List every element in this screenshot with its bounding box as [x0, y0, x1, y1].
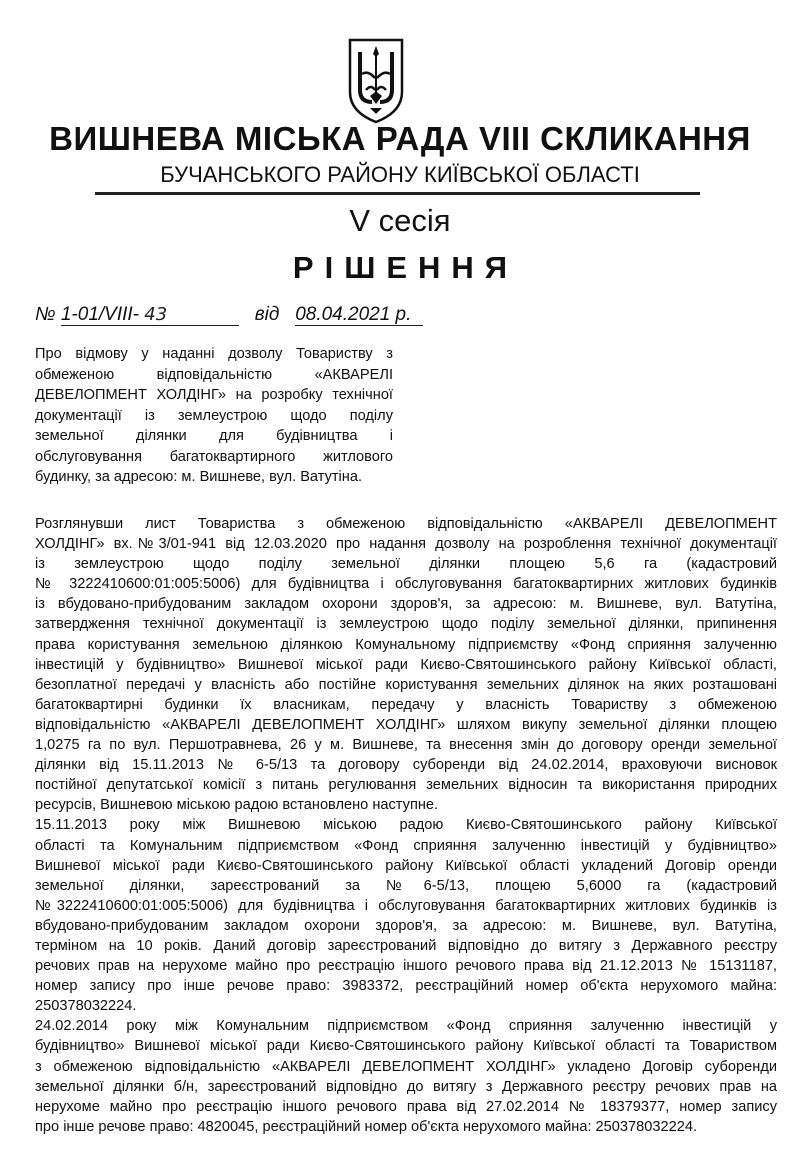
- body-paragraph: [35, 1016, 777, 1137]
- body-line: терміном на 10 років. Даний договір зареєстрований відповідно до витягу з Державного реєстру: [35, 937, 777, 954]
- body-line: речових прав на нерухоме майно про реєстрацію іншого речового права від 21.12.2013 № 15131187,: [35, 958, 777, 975]
- body-line: вбудовано-прибудованим закладом охорони здоров'я, за адресою: м. Вишневе, вул. Ватутіна,: [35, 917, 777, 934]
- decision-date: 08.04.2021 р.: [295, 305, 423, 326]
- date-prefix: від: [254, 304, 280, 325]
- decision-number-printed: 1-01/VIII-: [60, 304, 140, 325]
- body-line: області та Комунальним підприємством «Фонд сприяння залученню інвестицій у будівництво»: [35, 837, 777, 854]
- body-line: багатоквартирні будинки їх власникам, передачу у власність Товариству з обмеженою: [35, 696, 777, 713]
- body-line: будівництво» Вишневої міської ради Києво-Святошинського району Київської області та Товариством: [35, 1038, 777, 1055]
- body-line: 24.02.2014 року між Комунальним підприємством «Фонд сприяння залученню інвестицій у: [35, 1018, 777, 1035]
- body-line: нерухоме майно про реєстрацію іншого речового права від 27.02.2014 № 18379377, номер запису: [35, 1098, 777, 1115]
- body-line: постійної депутатської комісії з питань регулювання земельних відносин та використання природних: [35, 777, 777, 794]
- body-line: права користування земельною ділянкою Комунальному підприємству «Фонд сприяння залученню: [35, 636, 777, 653]
- district-title: БУЧАНСЬКОГО РАЙОНУ КИЇВСЬКОЇ ОБЛАСТІ: [160, 162, 640, 187]
- body-line: з обмеженою відповідальністю «АКВАРЕЛІ ДЕВЕЛОПМЕНТ ХОЛДІНГ» укладено Договір суборенди: [35, 1058, 777, 1075]
- body-line: із вбудовано-прибудованим закладом охорони здоров'я, за адресою: м. Вишневе, вул. Ватутіна,: [35, 596, 777, 613]
- decision-number-line: [35, 304, 423, 326]
- body-line: 250378032224.: [35, 998, 137, 1015]
- decision-body: [35, 514, 777, 1137]
- number-prefix: №: [35, 304, 56, 325]
- body-line: №3222410600:01:005:5006) для будівництва і обслуговування багатоквартирних житлових будинків із: [35, 897, 777, 914]
- council-title: ВИШНЕВА МІСЬКА РАДА VIII СКЛИКАННЯ: [49, 120, 751, 157]
- body-paragraph: [35, 815, 777, 1016]
- body-line: Вишневої міської ради Києво-Святошинського району Київської області укладений Договір оренди: [35, 857, 777, 874]
- body-line: Розглянувши лист Товариства з обмеженою відповідальністю «АКВАРЕЛІ ДЕВЕЛОПМЕНТ: [35, 516, 777, 532]
- subject-line: земельної ділянки для будівництва і: [35, 428, 393, 444]
- body-line: 1,0275 га по вул. Першотравнева, 26 у м. Вишневе, та внесення змін до договору оренди земельної: [35, 737, 777, 754]
- decision-number: [61, 305, 239, 326]
- session-label: V сесія: [349, 203, 451, 238]
- body-line: затвердження технічної документації із землеустрою щодо поділу земельної ділянки, припинення: [35, 616, 777, 633]
- body-line: 15.11.2013 року між Вишневою міською радою Києво-Святошинського району Київської: [35, 817, 777, 834]
- header-divider: [95, 192, 700, 195]
- body-line: земельної ділянки б/н, зареєстрований відповідно до витягу з Державного реєстру речових прав на: [35, 1078, 777, 1095]
- subject-line: ДЕВЕЛОПМЕНТ ХОЛДІНГ» на розробку технічної: [35, 387, 393, 403]
- tryzub-coat-of-arms-icon: [344, 34, 408, 124]
- body-line: ділянки від 15.11.2013 № 6-5/13 та договору суборенди від 24.02.2014, враховуючи висновок: [35, 757, 777, 774]
- decision-label: РІШЕННЯ: [292, 250, 519, 285]
- subject-line: Про відмову у наданні дозволу Товариству з: [35, 346, 393, 362]
- body-paragraph: [35, 514, 777, 815]
- decision-number-handwritten: 43: [144, 304, 168, 325]
- body-line: відповідальністю «АКВАРЕЛІ ДЕВЕЛОПМЕНТ ХОЛДІНГ» шляхом викупу земельної ділянки площею: [35, 716, 777, 733]
- body-line: номер запису про інше речове право: 3983372, реєстраційний номер об'єкта нерухомого майна:: [35, 978, 777, 995]
- body-line: про інше речове право: 4820045, реєстраційний номер об'єкта нерухомого майна: 250378032224.: [35, 1118, 698, 1135]
- decision-subject: [35, 344, 393, 488]
- body-line: земельної ділянки, зареєстрований за №6-5/13, площею 5,6000 га (кадастровий: [35, 877, 777, 894]
- subject-line: обслуговування багатоквартирного житлового: [35, 448, 393, 465]
- body-line: безоплатної передачі у власність або постійне користування земельних ділянок на яких розташовані: [35, 676, 777, 693]
- subject-line: будинку, за адресою: м. Вишневе, вул. Ватутіна.: [35, 469, 363, 485]
- body-line: № 3222410600:01:005:5006) для будівництва і обслуговування багатоквартирних житлових будинків: [35, 576, 777, 593]
- body-line: із землеустрою щодо поділу земельної ділянки площею 5,6 га (кадастровий: [35, 556, 777, 573]
- body-line: інвестицій у будівництво» Вишневої міської ради Києво-Святошинського району Київської області,: [35, 656, 777, 673]
- subject-line: обмеженою відповідальністю «АКВАРЕЛІ: [35, 366, 393, 383]
- body-line: ХОЛДІНГ» вх.№3/01-941 від 12.03.2020 про надання дозволу на розроблення технічної документації: [35, 536, 777, 553]
- body-line: ресурсів, Вишневою міською радою встановлено наступне.: [35, 797, 439, 814]
- subject-line: документації із землеустрою щодо поділу: [35, 407, 393, 424]
